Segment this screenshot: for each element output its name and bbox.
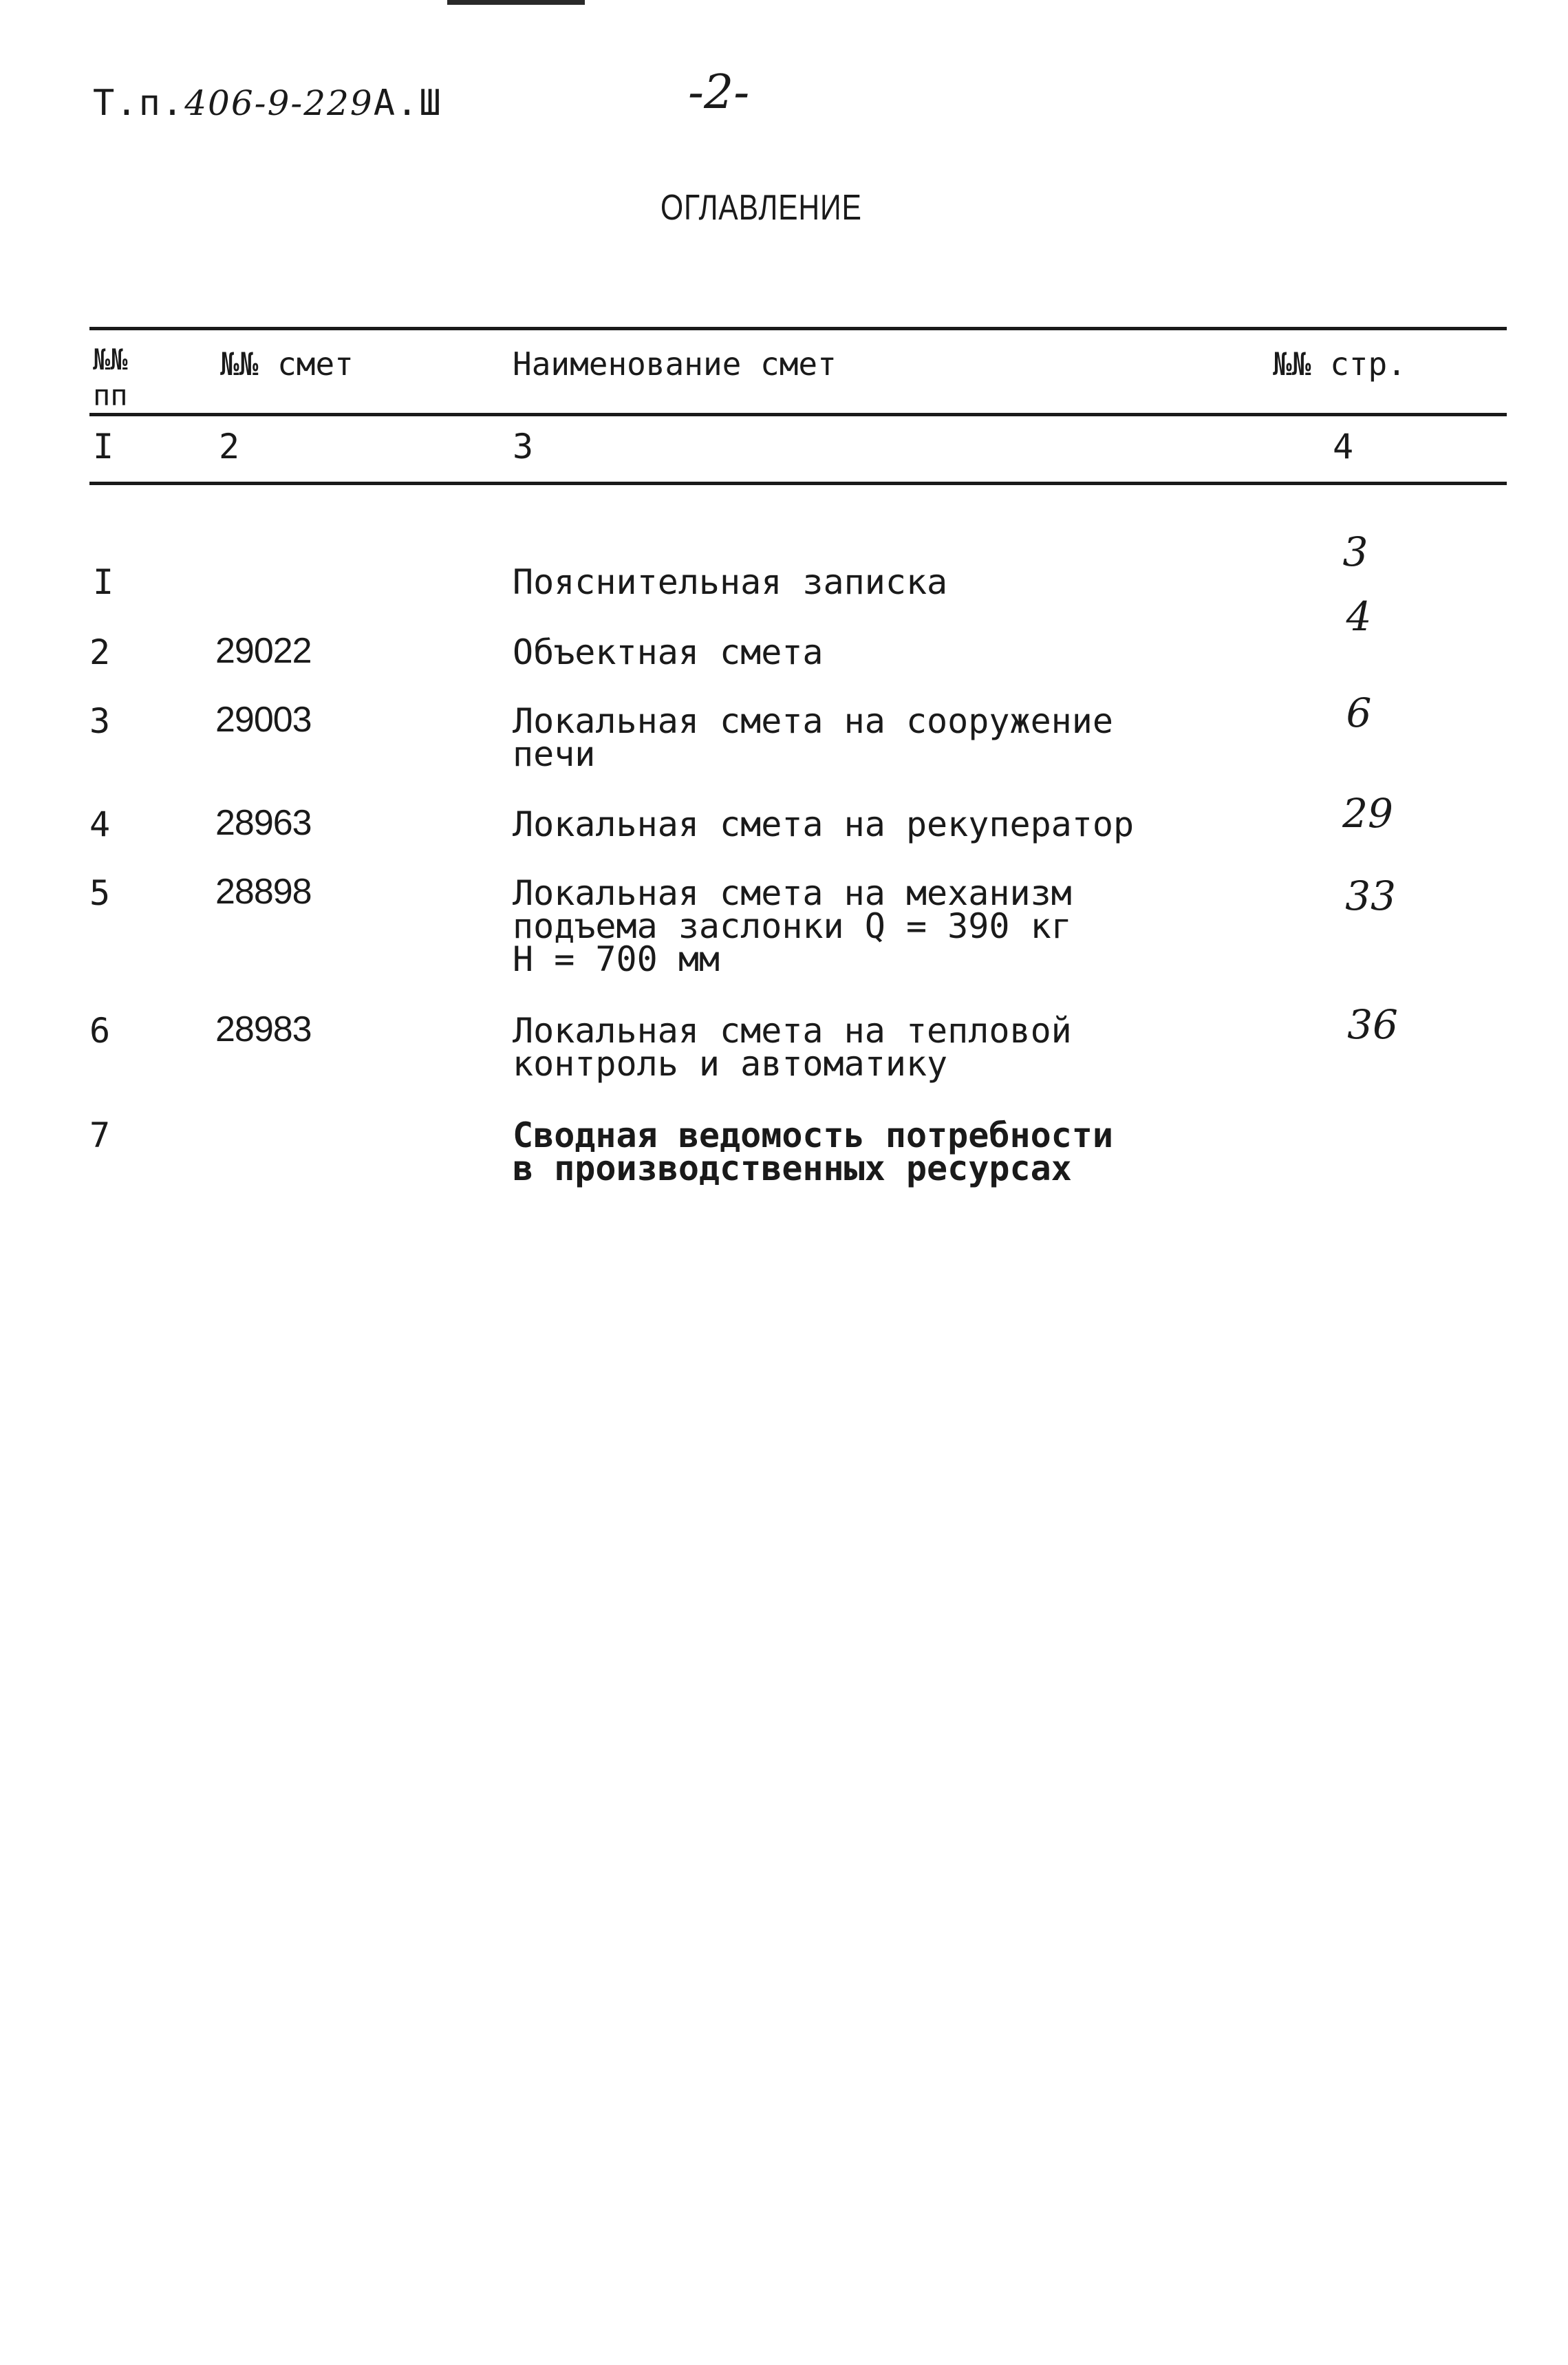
scan-artifact-mark [447, 0, 585, 5]
estimate-name-line: Локальная смета на сооружение [513, 701, 1113, 741]
page-ref: 36 [1347, 1001, 1398, 1048]
column-number-4: 4 [1333, 427, 1354, 467]
estimate-code: 29022 [215, 631, 312, 671]
estimate-name-line: Н = 700 мм [513, 939, 720, 979]
estimate-name [513, 1011, 1072, 1084]
estimate-name-line: Пояснительная записка [513, 562, 948, 602]
row-number: 6 [89, 1011, 111, 1051]
row-number: 2 [89, 632, 111, 672]
column-number-1: I [93, 427, 114, 467]
table-colnum-rule [89, 482, 1507, 485]
estimate-name-line: Сводная ведомость потребности [513, 1115, 1113, 1155]
row-number: 7 [89, 1115, 111, 1155]
estimate-name-line: печи [513, 734, 596, 774]
row-number: 5 [89, 873, 111, 913]
doc-code-prefix: Т.п. [93, 83, 185, 124]
estimate-name-line: подъема заслонки Q = 390 кг [513, 906, 1072, 946]
page-ref: 6 [1346, 689, 1372, 736]
estimate-name [513, 1115, 1113, 1188]
header-page-no: №№ стр. [1273, 345, 1406, 383]
page-title: ОГЛАВЛЕНИЕ [661, 188, 862, 228]
page-ref: 33 [1345, 873, 1396, 919]
estimate-name [513, 873, 1072, 979]
row-number: I [93, 562, 114, 602]
estimate-code: 28963 [215, 803, 312, 843]
header-no-line1: №№ [93, 343, 128, 376]
estimate-name [513, 562, 948, 602]
estimate-name-line: контроль и автоматику [513, 1044, 948, 1084]
estimate-name-line: в производственных ресурсах [513, 1148, 1072, 1188]
table-header-rule [89, 413, 1507, 416]
estimate-name [513, 632, 824, 672]
document-code [93, 83, 442, 124]
estimate-name [513, 701, 1113, 774]
estimate-code: 28983 [215, 1009, 312, 1049]
page-ref: 3 [1342, 528, 1368, 575]
estimate-name-line: Локальная смета на рекуператор [513, 804, 1135, 844]
header-no-line2: пп [93, 378, 128, 412]
table-top-rule [89, 327, 1507, 330]
page-ref: 29 [1342, 790, 1393, 837]
page-ref: 4 [1346, 593, 1372, 640]
column-number-2: 2 [219, 427, 240, 467]
estimate-name-line: Объектная смета [513, 632, 824, 672]
column-number-3: 3 [513, 427, 534, 467]
estimate-name-line: Локальная смета на тепловой [513, 1011, 1072, 1051]
estimate-code: 29003 [215, 700, 312, 740]
doc-code-handwritten: 406-9-229 [184, 83, 374, 123]
row-number: 3 [89, 701, 111, 741]
doc-code-suffix: А.Ш [373, 83, 442, 124]
estimate-name-line: Локальная смета на механизм [513, 873, 1072, 913]
page-number: -2- [688, 65, 750, 120]
estimate-code: 28898 [215, 872, 312, 912]
estimate-name [513, 804, 1135, 844]
row-number: 4 [89, 804, 111, 844]
header-estimate-name: Наименование смет [513, 345, 837, 383]
header-estimate-no: №№ смет [220, 345, 354, 383]
